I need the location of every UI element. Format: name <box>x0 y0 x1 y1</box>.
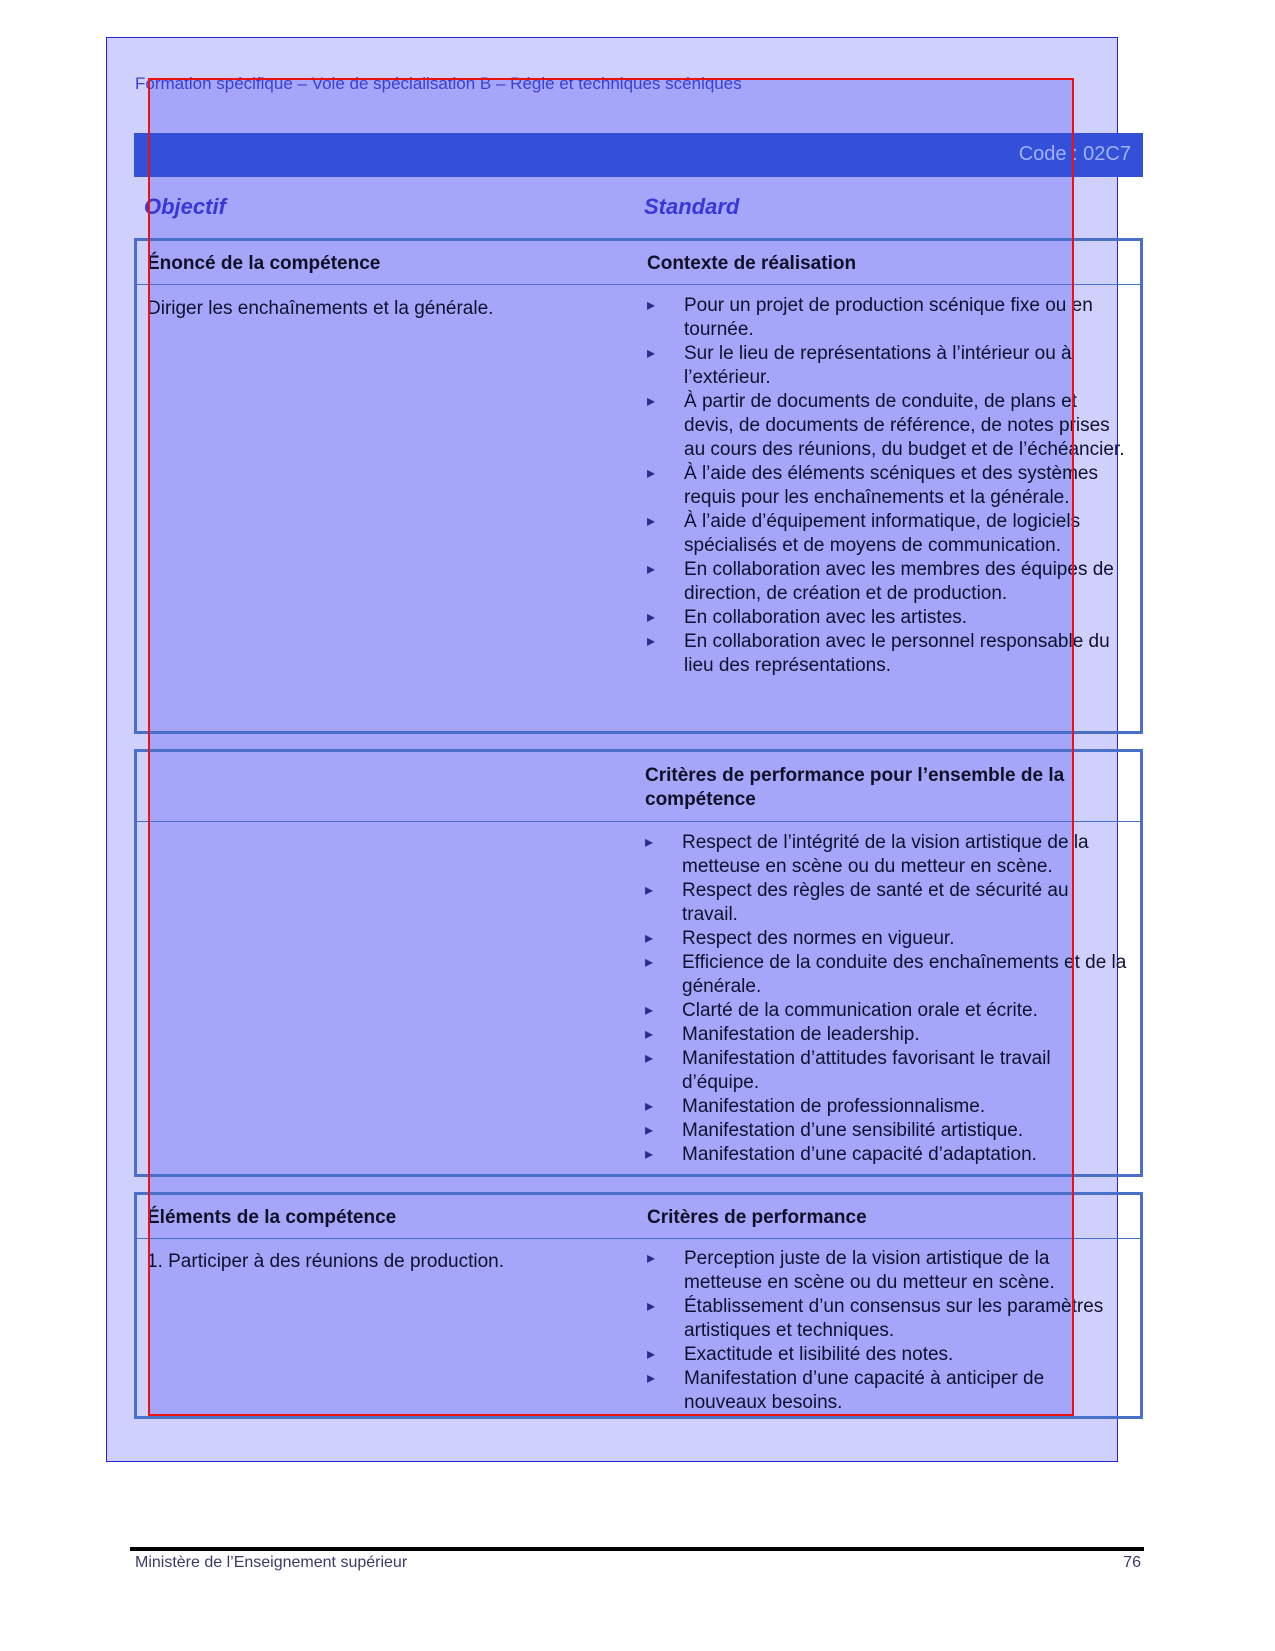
table-header <box>137 1195 1140 1239</box>
table-header <box>137 752 1140 822</box>
standard-heading: Standard <box>644 194 740 219</box>
elements-criteria-table <box>134 1192 1143 1419</box>
performance-header: Critères de performance <box>647 1207 867 1228</box>
overall-criteria-table <box>134 749 1143 1177</box>
competency-element: 1. Participer à des réunions de production. <box>147 1251 504 1272</box>
list-item: ▸ Clarté de la communication orale et écrite. <box>645 999 1127 1023</box>
list-item: ▸ Manifestation d’une capacité d’adaptation. <box>645 1143 1127 1167</box>
list-item: ▸ En collaboration avec le personnel responsable du lieu des représentations. <box>647 630 1127 678</box>
list-item: ▸ Efficience de la conduite des enchaînements et de la générale. <box>645 951 1127 999</box>
overall-criteria-header: Critères de performance pour l’ensemble de la compétence <box>645 765 1065 810</box>
list-item: ▸ À l’aide des éléments scéniques et des systèmes requis pour les enchaînements et la générale. <box>647 462 1127 510</box>
list-item: ▸ Manifestation de leadership. <box>645 1023 1127 1047</box>
statement-header: Énoncé de la compétence <box>147 253 381 274</box>
list-item: ▸ Établissement d’un consensus sur les paramètres artistiques et techniques. <box>647 1295 1127 1343</box>
elements-header: Éléments de la compétence <box>147 1207 397 1228</box>
list-item: ▸ En collaboration avec les membres des équipes de direction, de création et de production. <box>647 558 1127 606</box>
list-item: ▸ Sur le lieu de représentations à l’intérieur ou à l’extérieur. <box>647 342 1127 390</box>
list-item: ▸ Manifestation d’attitudes favorisant le travail d’équipe. <box>645 1047 1127 1095</box>
competency-statement: Diriger les enchaînements et la générale. <box>147 298 494 319</box>
list-item: ▸ À l’aide d’équipement informatique, de logiciels spécialisés et de moyens de communication. <box>647 510 1127 558</box>
table-header <box>137 241 1140 285</box>
context-header: Contexte de réalisation <box>647 253 857 274</box>
list-item: ▸ Manifestation de professionnalisme. <box>645 1095 1127 1119</box>
list-item: ▸ Pour un projet de production scénique fixe ou en tournée. <box>647 294 1127 342</box>
list-item: ▸ Exactitude et lisibilité des notes. <box>647 1343 1127 1367</box>
footer <box>135 1554 1141 1572</box>
footer-ministry: Ministère de l’Enseignement supérieur <box>135 1554 408 1571</box>
list-item: ▸ Respect de l’intégrité de la vision artistique de la metteuse en scène ou du metteur en scène. <box>645 831 1127 879</box>
code-bar <box>134 133 1143 177</box>
statement-context-table <box>134 238 1143 734</box>
list-item: ▸ En collaboration avec les artistes. <box>647 606 1127 630</box>
list-item: ▸ Respect des normes en vigueur. <box>645 927 1127 951</box>
list-item: ▸ À partir de documents de conduite, de plans et devis, de documents de référence, de notes prises au cours des réunions, du budget et de l’échéancier. <box>647 390 1127 462</box>
objective-heading: Objectif <box>144 194 226 219</box>
page-number: 76 <box>1123 1554 1141 1571</box>
performance-criteria-list <box>647 1247 1127 1415</box>
overall-criteria-list <box>645 831 1127 1167</box>
competency-code: Code : 02C7 <box>1018 143 1131 165</box>
context-list <box>647 294 1127 678</box>
list-item: ▸ Manifestation d’une sensibilité artistique. <box>645 1119 1127 1143</box>
running-title: Formation spécifique – Voie de spécialisation B – Régie et techniques scéniques <box>135 74 742 93</box>
list-item: ▸ Perception juste de la vision artistique de la metteuse en scène ou du metteur en scène. <box>647 1247 1127 1295</box>
list-item: ▸ Manifestation d’une capacité à anticiper de nouveaux besoins. <box>647 1367 1127 1415</box>
footer-rule <box>130 1547 1144 1551</box>
list-item: ▸ Respect des règles de santé et de sécurité au travail. <box>645 879 1127 927</box>
